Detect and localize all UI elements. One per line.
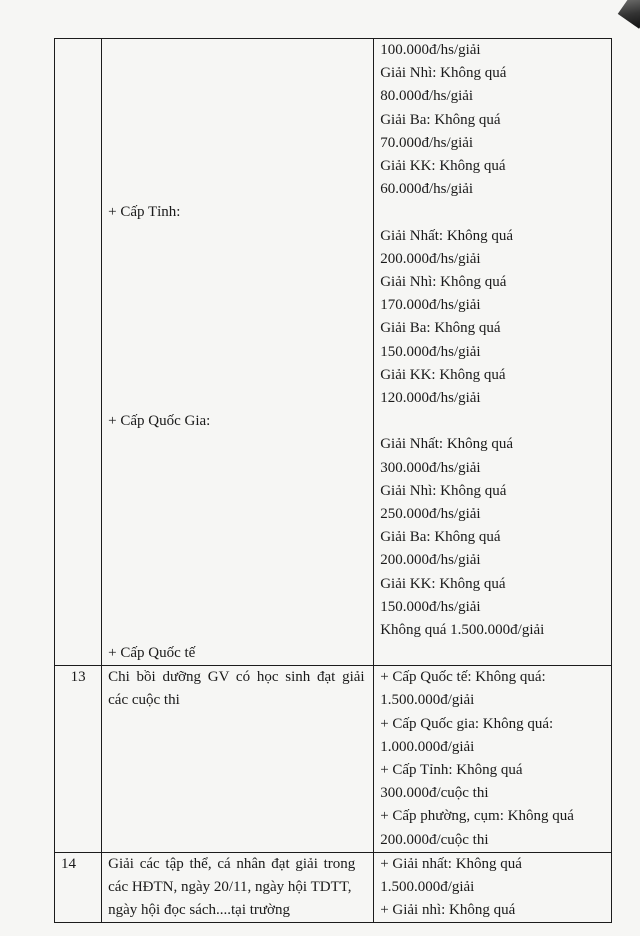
level-labels-cell [102,39,374,666]
prize-line: 80.000đ/hs/giải [380,88,474,105]
prize-line: 200.000đ/hs/giải [380,552,481,569]
amount-line: + Cấp Quốc gia: Không quá: [380,715,554,732]
row-content-cell [102,852,374,923]
prize-line: 250.000đ/hs/giải [380,506,481,523]
amount-line: 200.000đ/cuộc thi [380,831,489,848]
row-number-cell: 14 [55,852,102,923]
prize-line: Không quá 1.500.000đ/giải [380,622,545,639]
prize-line: Giải Nhất: Không quá [380,227,514,244]
row-amounts-cell [374,852,612,923]
prize-block-previous [380,39,605,201]
prize-line: Giải Nhì: Không quá [380,482,507,499]
row-content-cell [102,666,374,853]
prize-line: Giải Nhì: Không quá [380,65,507,82]
prize-line: Giải Nhì: Không quá [380,274,507,291]
table-row [55,666,612,853]
prize-line: 100.000đ/hs/giải [380,42,481,58]
prize-line: 150.000đ/hs/giải [380,343,481,360]
prize-block-province [380,225,605,411]
prize-line: 70.000đ/hs/giải [380,134,474,151]
amount-line: 1.000.000đ/giải [380,738,475,755]
allowance-table [54,38,612,923]
prize-amounts-cell [374,39,612,666]
prize-line: 60.000đ/hs/giải [380,181,474,198]
table-row-continued [55,39,612,666]
prize-line: Giải Nhất: Không quá [380,436,514,453]
amount-line: + Cấp Tỉnh: Không quá [380,761,523,778]
content-line: các HĐTN, ngày 20/11, ngày hội TDTT, [108,878,352,895]
page-corner-shadow [618,0,640,29]
content-line: các cuộc thi [108,692,180,709]
content-line: ngày hội đọc sách....tại trường [108,902,290,919]
amount-line: + Cấp phường, cụm: Không quá [380,808,574,825]
prize-line: 200.000đ/hs/giải [380,250,481,267]
row-number-cell: 13 [55,666,102,853]
content-line: Chi bồi dưỡng GV có học sinh đạt giải [108,669,365,686]
prize-block-international [380,619,605,642]
prize-line: Giải Ba: Không quá [380,320,501,337]
prize-line: 170.000đ/hs/giải [380,297,481,314]
content-line: Giải các tập thể, cá nhân đạt giải trong [108,855,356,872]
level-label-province: + Cấp Tỉnh: [108,204,181,221]
level-label-national: + Cấp Quốc Gia: [108,413,211,430]
amount-line: + Giải nhì: Không quá [380,902,516,919]
prize-line: 150.000đ/hs/giải [380,598,481,615]
amount-line: + Giải nhất: Không quá [380,855,522,872]
row-amounts-cell [374,666,612,853]
prize-line: 300.000đ/hs/giải [380,459,481,476]
amount-line: 300.000đ/cuộc thi [380,785,489,802]
row-number-cell [55,39,102,666]
prize-line: Giải KK: Không quá [380,575,506,592]
amount-line: 1.500.000đ/giải [380,692,475,709]
amount-line: 1.500.000đ/giải [380,878,475,895]
table-row [55,852,612,923]
prize-line: Giải KK: Không quá [380,158,506,175]
prize-line: Giải Ba: Không quá [380,529,501,546]
level-label-international: + Cấp Quốc tế [108,644,196,661]
prize-line: Giải KK: Không quá [380,366,506,383]
prize-line: 120.000đ/hs/giải [380,390,481,407]
prize-line: Giải Ba: Không quá [380,111,501,128]
prize-block-national [380,433,605,619]
amount-line: + Cấp Quốc tế: Không quá: [380,669,546,686]
